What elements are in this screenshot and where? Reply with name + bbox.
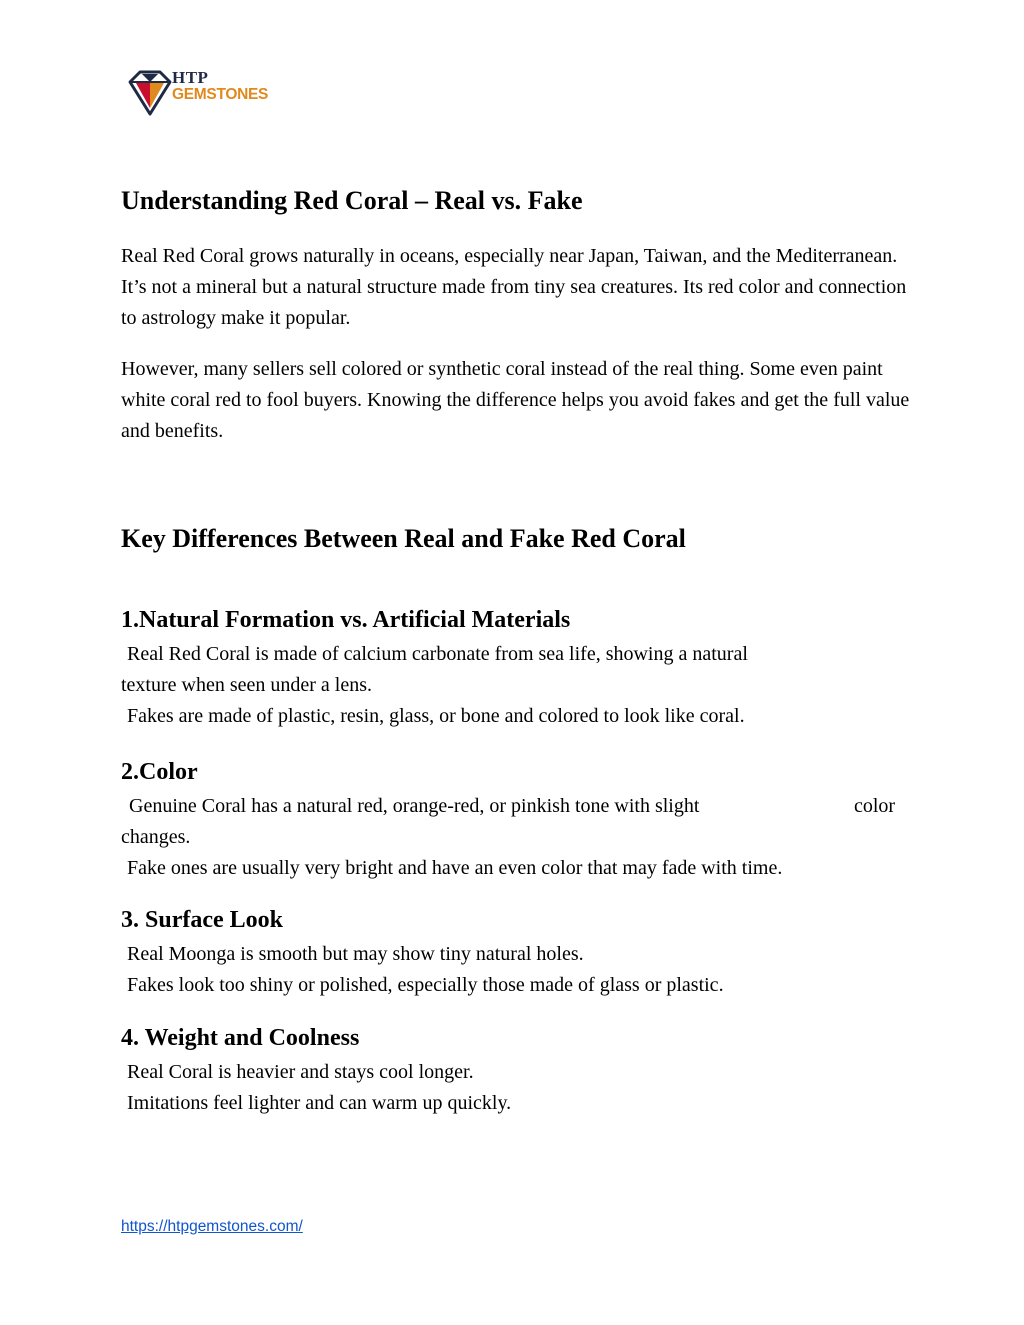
- section1-paragraph-1: Real Red Coral grows naturally in oceans, especially near Japan, Taiwan, and the Mediterranean. It’s not a mineral but a natural structure made from tiny sea creatures. Its red color and connection to astrology make it popular.: [121, 245, 907, 329]
- item1-title: 1.Natural Formation vs. Artificial Materials: [121, 607, 571, 633]
- logo-text-gemstones: GEMSTONES: [172, 86, 269, 103]
- item4-title: 4. Weight and Coolness: [121, 1025, 360, 1051]
- item4-line2: Imitations feel lighter and can warm up quickly.: [127, 1092, 512, 1114]
- section1-paragraph-2: However, many sellers sell colored or synthetic coral instead of the real thing. Some even paint white coral red to fool buyers. Knowing the difference helps you avoid fakes and get the full value and benefits.: [121, 358, 910, 442]
- item4-line1: Real Coral is heavier and stays cool longer.: [127, 1061, 474, 1083]
- item1-line3: Fakes are made of plastic, resin, glass, or bone and colored to look like coral.: [127, 705, 745, 727]
- item3-line1: Real Moonga is smooth but may show tiny natural holes.: [127, 943, 584, 965]
- item2-line3: Fake ones are usually very bright and have an even color that may fade with time.: [127, 857, 783, 879]
- website-link[interactable]: https://htpgemstones.com/: [121, 1218, 303, 1235]
- item2-title: 2.Color: [121, 759, 198, 785]
- section2-heading: Key Differences Between Real and Fake Red Coral: [121, 524, 686, 553]
- item2-line1: Genuine Coral has a natural red, orange-red, or pinkish tone with slight: [129, 795, 700, 817]
- item3-title: 3. Surface Look: [121, 907, 283, 933]
- item1-line1: Real Red Coral is made of calcium carbonate from sea life, showing a natural: [127, 643, 748, 665]
- logo-text-htp: HTP: [172, 68, 209, 87]
- item3-line2: Fakes look too shiny or polished, especially those made of glass or plastic.: [127, 974, 724, 996]
- item2-line1-end: color: [854, 795, 896, 817]
- item2-line2: changes.: [121, 826, 191, 848]
- section1-heading: Understanding Red Coral – Real vs. Fake: [121, 186, 583, 215]
- item1-line2: texture when seen under a lens.: [121, 674, 373, 696]
- diamond-logo-icon: [128, 68, 172, 118]
- brand-logo: [128, 68, 288, 120]
